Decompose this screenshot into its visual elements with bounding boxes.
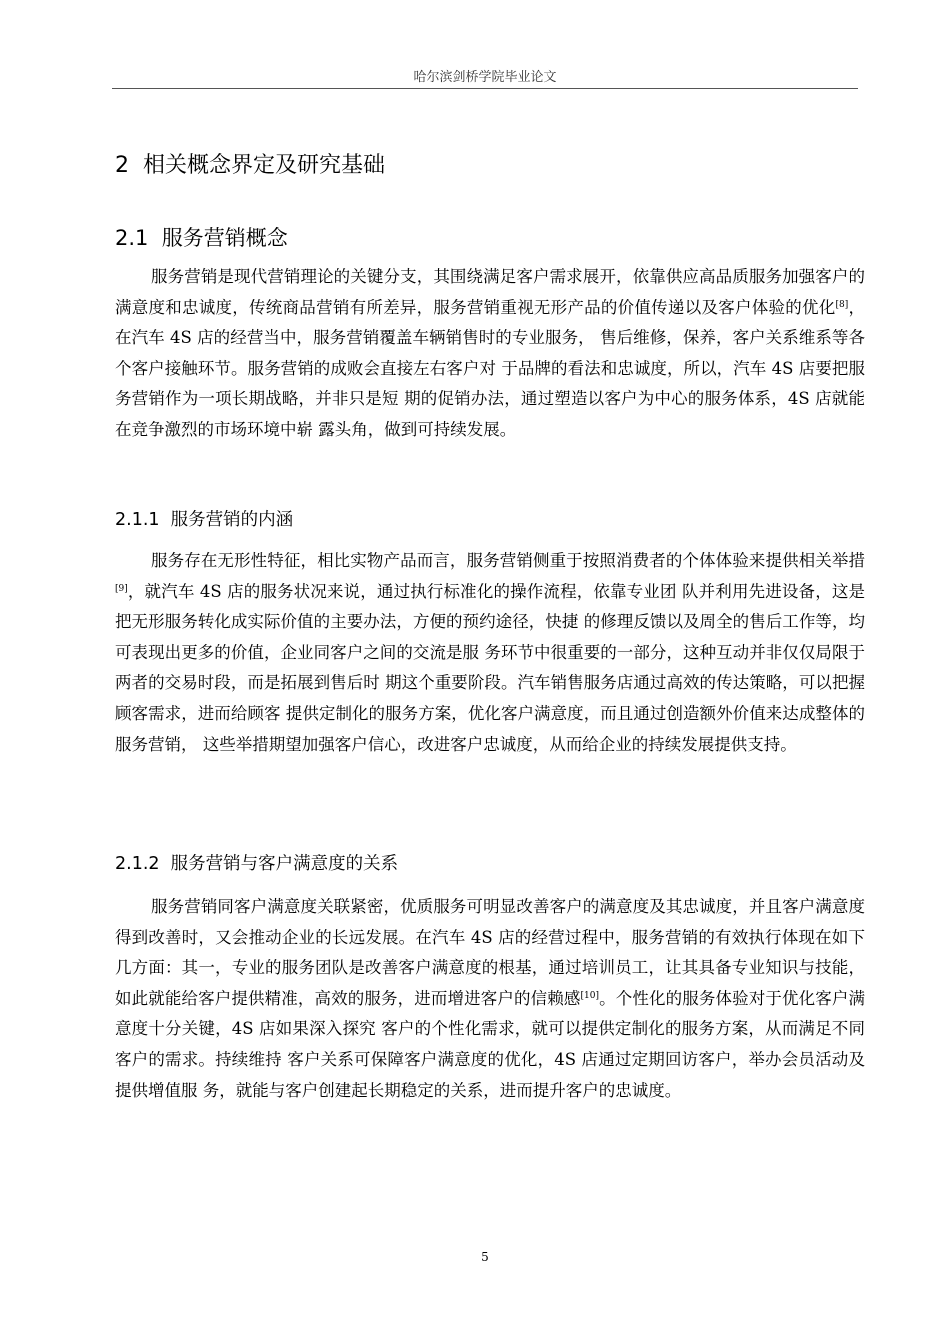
header-rule <box>112 88 858 89</box>
subsection-heading-2-1-1 <box>115 506 293 531</box>
paragraph-text: 服务营销同客户满意度关联紧密，优质服务可明显改善客户的满意度及其忠诚度，并且客户满意度得到改善时，又会推动企业的长远发展。在汽车 4S 店的经营过程中，服务营销的有效执行体现在如下几方面：其一，专业的服务团队是改善客户满意度的根基，通过培训员工，让其具备专业知识与技能，如此就能给客户提供精准，高效的服务，进而增进客户的信赖感 <box>115 897 865 1008</box>
paragraph-text: ，就汽车 4S 店的服务状况来说，通过执行标准化的操作流程，依靠专业团 队并利用先进设备，这是把无形服务转化成实际价值的主要办法，方便的预约途径，快捷 的修理反馈以及周全的售后工作等，均可表现出更多的价值，企业同客户之间的交流是服 务环节中很重要的一部分，这种互动并非仅仅局限于两者的交易时段，而是拓展到售后时 期这个重要阶段。汽车销售服务店通过高效的传达策略，可以把握顾客需求，进而给顾客 提供定制化的服务方案，优化客户满意度，而且通过创造额外价值来达成整体的服务营销， 这些举措期望加强客户信心，改进客户忠诚度，从而给企业的持续发展提供支持。 <box>115 581 865 754</box>
paragraph-text: 服务存在无形性特征，相比实物产品而言，服务营销侧重于按照消费者的个体体验来提供相关举措 <box>151 551 865 570</box>
chapter-heading <box>115 148 385 179</box>
citation-ref: [9] <box>115 583 128 594</box>
section-number: 2.1 <box>115 226 149 250</box>
paragraph-2-1 <box>115 262 865 446</box>
chapter-number: 2 <box>115 153 129 178</box>
subsection-title: 服务营销与客户满意度的关系 <box>170 854 399 874</box>
section-title: 服务营销概念 <box>161 226 288 250</box>
subsection-heading-2-1-2 <box>115 850 398 875</box>
paragraph-text: ，在汽车 4S 店的经营当中，服务营销覆盖车辆销售时的专业服务， 售后维修，保养，客户关系维系等各个客户接触环节。服务营销的成败会直接左右客户对 于品牌的看法和忠诚度，所以，汽车 4S 店要把服务营销作为一项长期战略，并非只是短 期的促销办法，通过塑造以客户为中心的服务体系，4S 店就能在竞争激烈的市场环境中崭 露头角，做到可持续发展。 <box>115 297 866 439</box>
subsection-number: 2.1.2 <box>115 854 160 874</box>
chapter-title: 相关概念界定及研究基础 <box>143 153 386 178</box>
paragraph-2-1-2 <box>115 892 865 1106</box>
running-header: 哈尔滨剑桥学院毕业论文 <box>413 70 557 85</box>
paragraph-2-1-1 <box>115 546 865 760</box>
subsection-title: 服务营销的内涵 <box>170 510 294 530</box>
page-number: 5 <box>481 1250 489 1264</box>
citation-ref: [10] <box>580 990 599 1001</box>
paragraph-text: 服务营销是现代营销理论的关键分支，其围绕满足客户需求展开，依靠供应高品质服务加强客户的满意度和忠诚度，传统商品营销有所差异，服务营销重视无形产品的价值传递以及客户体验的优化 <box>115 267 865 317</box>
paragraph-text: 。个性化的服务体验对于优化客户满意度十分关键，4S 店如果深入探究 客户的个性化需求，就可以提供定制化的服务方案，从而满足不同客户的需求。持续维持 客户关系可保障客户满意度的优化，4S 店通过定期回访客户，举办会员活动及提供增值服 务，就能与客户创建起长期稳定的关系，进而提升客户的忠诚度。 <box>115 988 866 1100</box>
citation-ref: [8] <box>835 299 849 310</box>
subsection-number: 2.1.1 <box>115 510 160 530</box>
section-heading-2-1 <box>115 222 288 252</box>
